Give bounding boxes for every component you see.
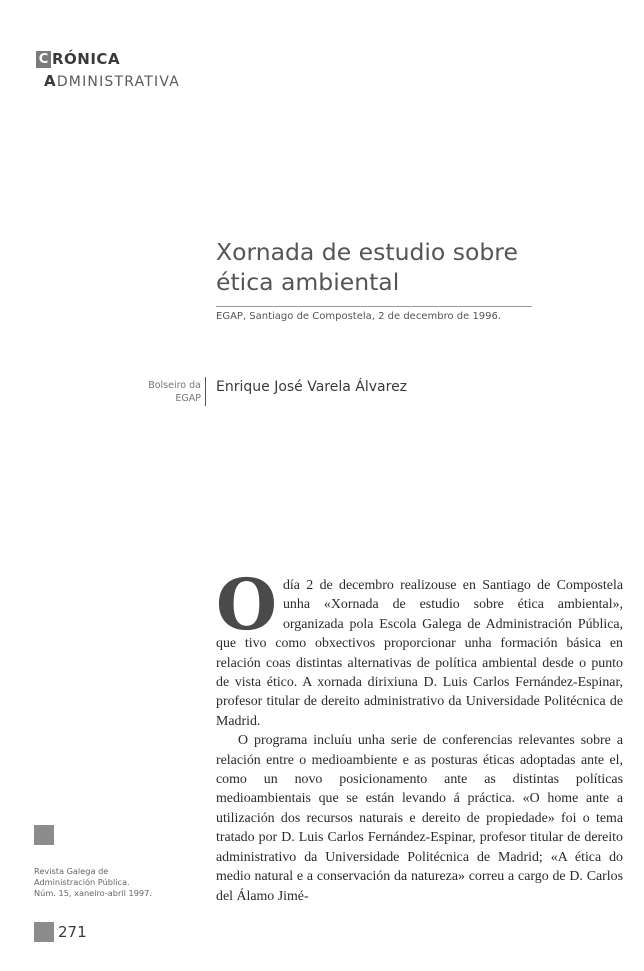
drop-cap: O <box>216 563 277 646</box>
author-role-line1: Bolseiro da <box>148 380 201 391</box>
journal-line2: Administración Pública. <box>34 877 130 887</box>
article-title-line1: Xornada de estudio sobre <box>216 238 518 266</box>
section-title-rest: RÓNICA <box>52 50 121 68</box>
title-divider <box>216 306 532 307</box>
body-paragraph-1-text: día 2 de decembro realizouse en Santiago de Compostela unha «Xornada de estudio sobre ética ambiental», organizada pola Escola Galega de Administración Pública, que tivo como obxectivos proporcionar unha formación básica en relación coas distintas alternativas de política ambiental desde o punto de vista ético. A xornada dirixiuna D. Luis Carlos Fernández-Espinar, profesor titular de dereito administrativo da Universidade Politécnica de Madrid. <box>216 578 623 729</box>
author-divider <box>205 377 206 406</box>
section-initial-box: C <box>36 51 51 68</box>
section-subtitle-rest: DMINISTRATIVA <box>56 74 181 90</box>
author-role-line2: EGAP <box>175 393 201 404</box>
body-paragraph-1 <box>216 563 623 731</box>
article-title <box>216 237 546 297</box>
event-location-date: EGAP, Santiago de Compostela, 2 de decembro de 1996. <box>216 311 502 322</box>
page-number-square <box>34 922 54 942</box>
page-number: 271 <box>58 923 87 941</box>
article-title-line2: ética ambiental <box>216 268 400 296</box>
section-header <box>36 50 180 90</box>
author-name: Enrique José Varela Álvarez <box>216 379 408 395</box>
article-body <box>216 563 623 906</box>
journal-line1: Revista Galega de <box>34 866 109 876</box>
page-footer <box>34 922 87 942</box>
decorative-square <box>34 825 54 845</box>
journal-citation <box>34 866 152 899</box>
section-subtitle-initial: A <box>44 72 57 90</box>
body-paragraph-2: O programa incluíu unha serie de conferencias relevantes sobre a relación entre o medioambiente e as posturas éticas adoptadas ante el, como un novo posicionamento ante as distintas políticas medioambientais que se están levando á práctica. «O home ante a utilización dos recursos naturais e dereito de propiedade» foi o tema tratado por D. Luis Carlos Fernández-Espinar, profesor titular de dereito administrativo da Universidade Politécnica de Madrid; «A ética do medio natural e a conservación da natureza» correu a cargo de D. Carlos del Álamo Jimé- <box>216 733 623 904</box>
journal-line3: Núm. 15, xaneiro-abril 1997. <box>34 888 152 898</box>
section-subtitle <box>44 72 180 90</box>
section-title-line1 <box>36 50 180 68</box>
author-role <box>148 379 201 405</box>
